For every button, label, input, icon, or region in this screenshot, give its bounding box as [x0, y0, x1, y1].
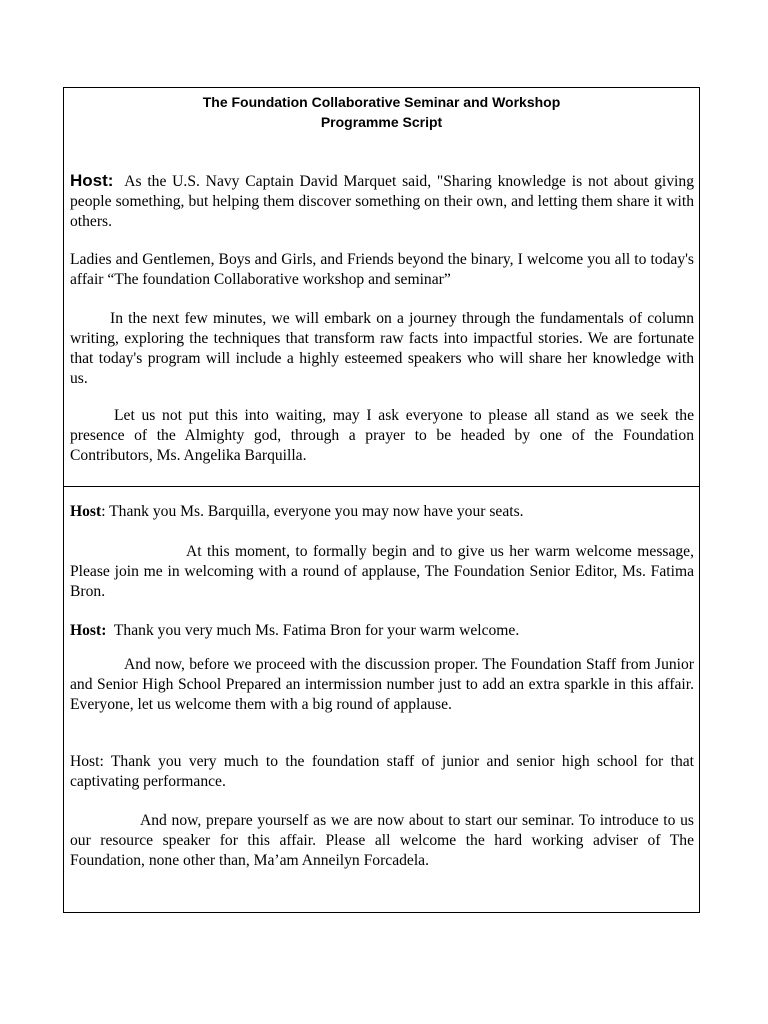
paragraph-text: At this moment, to formally begin and to give us her warm welcome message, Please join me in welcoming with a round of applause, The Foundation Senior Editor, Ms. Fatima Bron. [70, 543, 694, 600]
paragraph-text: As the U.S. Navy Captain David Marquet said, "Sharing knowledge is not about giving people something, but helping them discover something on their own, and letting them share it with others. [70, 173, 694, 230]
host-label: Host [70, 503, 102, 520]
prayer-paragraph [70, 406, 694, 466]
host-label: Host: [70, 171, 114, 190]
host-quote-paragraph [70, 171, 694, 232]
paragraph-text: Let us not put this into waiting, may I ask everyone to please all stand as we seek the presence of the Almighty god, through a prayer to be headed by one of the Foundation Contributors, Ms. Angelika Barquilla. [70, 407, 694, 464]
welcome-paragraph [70, 250, 694, 290]
paragraph-text: Ladies and Gentlemen, Boys and Girls, and Friends beyond the binary, I welcome you all to today's affair “The foundation Collaborative workshop and seminar” [70, 251, 694, 288]
performance-thanks-paragraph [70, 752, 694, 792]
speaker-intro-paragraph [70, 811, 694, 871]
document-subtitle: Programme Script [320, 114, 443, 130]
paragraph-text: And now, before we proceed with the discussion proper. The Foundation Staff from Junior and Senior High School Prepared an intermission number just to add an extra sparkle in this affair. Everyone, let us welcome them with a big round of applause. [70, 656, 694, 713]
paragraph-text: And now, prepare yourself as we are now about to start our seminar. To introduce to us our resource speaker for this affair. Please all welcome the hard working adviser of The Foundation, none other than, Ma’am Anneilyn Forcadela. [70, 812, 694, 869]
script-document [63, 87, 700, 913]
paragraph-text: Host: Thank you very much to the foundation staff of junior and senior high school for that captivating performance. [70, 753, 694, 790]
intermission-paragraph [70, 655, 694, 715]
paragraph-text: In the next few minutes, we will embark on a journey through the fundamentals of column writing, exploring the techniques that transform raw facts into impactful stories. We are fortunate that today's program will include a highly esteemed speakers who will share her knowledge with us. [70, 310, 694, 387]
paragraph-text: Thank you very much Ms. Fatima Bron for your warm welcome. [113, 622, 520, 639]
thanks-paragraph [70, 621, 694, 641]
host-label: Host: [70, 622, 107, 639]
seats-paragraph [70, 502, 694, 522]
journey-paragraph [70, 309, 694, 389]
opening-section [64, 88, 699, 487]
document-title: The Foundation Collaborative Seminar and Workshop [202, 94, 561, 110]
welcome-message-paragraph [70, 542, 694, 602]
paragraph-text: : Thank you Ms. Barquilla, everyone you may now have your seats. [101, 503, 524, 520]
